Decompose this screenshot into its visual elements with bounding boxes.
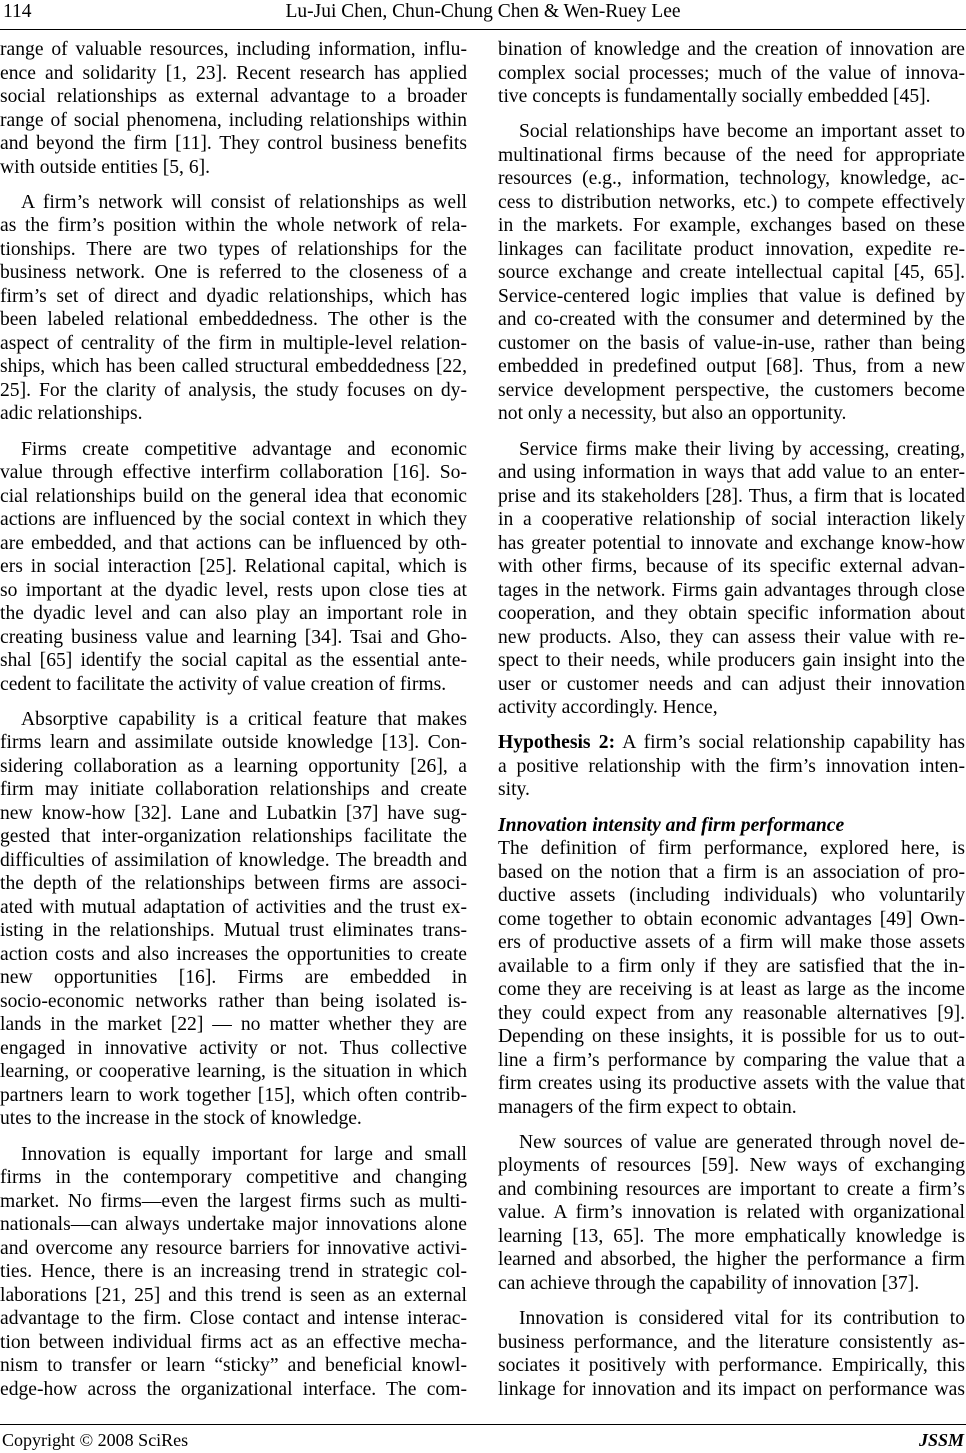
text-line: with other firms, because of its specific external advan- xyxy=(498,556,965,577)
text-line: ships, which has been called structural embeddedness [22, xyxy=(0,356,467,378)
text-line xyxy=(498,731,965,755)
journal-abbreviation: JSSM xyxy=(918,1430,964,1450)
text-line: action costs and also increases the opportunities to create xyxy=(0,943,467,965)
text-line: aspect of centrality of the firm in multiple-level relation- xyxy=(0,332,467,354)
text-line: socio-economic networks rather than being isolated is- xyxy=(0,990,467,1012)
text-line: learned and absorbed, the higher the performance a firm xyxy=(498,1249,965,1271)
text-line: business performance, and the literature consistently as- xyxy=(498,1331,965,1353)
text-line: source exchange and create intellectual capital [45, 65]. xyxy=(498,262,965,284)
text-line: with outside entities [5, 6]. xyxy=(0,156,211,178)
text-line: new products. Also, they can assess their value with re- xyxy=(498,626,965,648)
text-line: and combining resources are important to create a firm’s xyxy=(498,1178,965,1200)
text-line: learning, or cooperative learning, is the situation in which xyxy=(0,1061,467,1083)
text-line: has greater potential to innovate and exchange know-how xyxy=(498,532,965,554)
text-line: The definition of firm performance, explored here, is xyxy=(498,838,965,859)
hypothesis-label: Hypothesis 2: xyxy=(498,732,616,754)
text-line: as the firm’s position within the whole network of rela- xyxy=(0,215,467,237)
text-line: ductive assets (including individuals) who voluntarily xyxy=(498,885,965,906)
section-heading: Innovation intensity and firm performance xyxy=(498,814,845,836)
text-line: difficulties of assimilation of knowledge. The breadth and xyxy=(0,849,467,871)
text-line: social relationships as external advantage to a broader xyxy=(0,86,467,107)
text-line: firms in the contemporary competitive and changing xyxy=(0,1167,467,1188)
text-line: Depending on these insights, it is possible for us to out- xyxy=(498,1026,965,1047)
text-line: lands in the market [22] — no matter whether they are xyxy=(0,1014,467,1036)
text-line: so important at the dyadic level, rests upon close ties at xyxy=(0,579,467,601)
text-line: new know-how [32]. Lane and Lubatkin [37] have sug- xyxy=(0,802,467,824)
text-line: ated with mutual adaptation of activities and the trust ex- xyxy=(0,896,467,918)
text-line: range of social phenomena, including relationships within xyxy=(0,109,467,131)
text-line: partners learn to work together [15], which often contrib- xyxy=(0,1084,467,1106)
text-line: Innovation is equally important for large and small xyxy=(21,1143,467,1165)
paragraph xyxy=(498,120,965,426)
text-line: nism to transfer or learn “sticky” and beneficial knowl- xyxy=(0,1355,467,1376)
text-line: shal [65] identify the social capital as the essential ante- xyxy=(0,650,467,671)
text-line: creating business value and learning [34]. Tsai and Gho- xyxy=(0,626,467,648)
text-line: nationals—can always undertake major innovations alone xyxy=(0,1214,467,1235)
text-line: and overcome any resource barriers for innovative activi- xyxy=(0,1237,467,1259)
text-line: tages in the network. Firms gain advantages through close xyxy=(498,579,965,601)
text-line: they could expect from any reasonable alternatives [9]. xyxy=(498,1002,965,1024)
text-line: advantage to the firm. Close contact and intense interac- xyxy=(0,1308,467,1329)
paragraph xyxy=(498,38,965,109)
text-line: utes to the increase in the stock of knowledge. xyxy=(0,1108,362,1130)
text-line: adic relationships. xyxy=(0,403,143,425)
text-line: ence and solidarity [1, 23]. Recent research has applied xyxy=(0,62,467,84)
text-line: Service firms make their living by accessing, creating, xyxy=(519,438,965,460)
text-line: user or customer needs and can adjust their innovation xyxy=(498,673,965,695)
text-line: resources (e.g., information, technology, knowledge, ac- xyxy=(498,168,965,190)
text-line: value through effective interfirm collaboration [16]. So- xyxy=(0,462,467,483)
running-header xyxy=(0,0,966,24)
text-line: Absorptive capability is a critical feature that makes xyxy=(21,708,467,730)
text-line: complex social processes; much of the value of innova- xyxy=(498,62,965,84)
text-line: come they are receiving is at least as large as the income xyxy=(498,979,965,1000)
text-line: not only a necessity, but also an opportunity. xyxy=(498,403,847,425)
hypothesis-text: A firm’s social relationship capability has xyxy=(622,732,965,754)
text-line: been labeled relational embeddedness. The other is the xyxy=(0,309,467,331)
paragraph xyxy=(498,1131,965,1296)
text-line: range of valuable resources, including information, influ- xyxy=(0,39,467,60)
text-line: spect to their needs, while producers gain insight into the xyxy=(498,650,965,671)
text-line: ers of productive assets of a firm will make those assets xyxy=(498,932,965,953)
text-line: service development perspective, the customers become xyxy=(498,379,965,401)
running-header-authors: Lu-Jui Chen, Chun-Chung Chen & Wen-Ruey Lee xyxy=(285,1,681,22)
text-line: New sources of value are generated through novel de- xyxy=(519,1131,965,1153)
text-line: ployments of resources [59]. New ways of exchanging xyxy=(498,1155,965,1177)
text-line: sity. xyxy=(498,779,530,801)
text-line: A firm’s network will consist of relationships as well xyxy=(21,191,467,213)
text-line: ers in social interaction [25]. Relational capital, which is xyxy=(0,556,467,577)
text-line: firm may initiate collaboration relationships and create xyxy=(0,779,467,801)
text-line: Innovation is considered vital for its contribution to xyxy=(519,1308,965,1329)
text-line: activity accordingly. Hence, xyxy=(498,697,718,718)
paragraph xyxy=(0,191,467,426)
text-line: Social relationships have become an important asset to xyxy=(519,121,965,143)
text-line: Firms create competitive advantage and economic xyxy=(21,438,467,460)
footer-rule xyxy=(0,1424,966,1425)
paragraph xyxy=(498,438,965,720)
paragraph xyxy=(0,1143,467,1402)
text-line: are embedded, and that actions can be influenced by oth- xyxy=(0,532,467,554)
text-line: gested that inter-organization relationships facilitate the xyxy=(0,826,467,848)
text-line: available to a firm only if they are satisfied that the in- xyxy=(498,955,965,977)
text-line: bination of knowledge and the creation of innovation are xyxy=(498,39,965,60)
text-line: Service-centered logic implies that value is defined by xyxy=(498,285,965,307)
text-line: linkages can facilitate product innovation, expedite re- xyxy=(498,238,965,260)
text-line: learning [13, 65]. The more emphatically knowledge is xyxy=(498,1225,965,1247)
page-footer xyxy=(0,1430,966,1451)
paragraph xyxy=(0,438,467,697)
text-line: value. A firm’s innovation is related with organizational xyxy=(498,1202,965,1224)
text-line: cooperation, and they obtain specific information about xyxy=(498,603,965,624)
text-line: business network. One is referred to the closeness of a xyxy=(0,262,467,284)
paragraph xyxy=(498,1307,965,1401)
text-line: cess to distribution networks, etc.) to compete effectively xyxy=(498,191,965,213)
text-line: customer on the basis of value-in-use, rather than being xyxy=(498,332,965,354)
text-line: tive concepts is fundamentally socially embedded [45]. xyxy=(498,86,931,107)
left-column xyxy=(0,38,467,1401)
text-line: managers of the firm expect to obtain. xyxy=(498,1096,797,1118)
text-line: edge-how across the organizational interface. The com- xyxy=(0,1378,467,1400)
text-line: the depth of the relationships between firms are associ- xyxy=(0,873,467,895)
text-line: based on the notion that a firm is an association of pro- xyxy=(498,861,965,883)
text-line: isting in the relationships. Mutual trust eliminates trans- xyxy=(0,920,467,942)
text-line: prise and its stakeholders [28]. Thus, a firm that is located xyxy=(498,485,965,507)
paragraph xyxy=(0,708,467,1131)
text-line: and beyond the firm [11]. They control business benefits xyxy=(0,133,467,154)
paragraph xyxy=(0,38,467,179)
text-line: cial relationships build on the general idea that economic xyxy=(0,485,467,507)
text-line: cedent to facilitate the activity of value creation of firms. xyxy=(0,673,447,695)
text-line: can achieve through the capability of innovation [37]. xyxy=(498,1272,920,1294)
page-number: 114 xyxy=(3,1,32,22)
text-line: in a cooperative relationship of social interaction likely xyxy=(498,509,965,530)
text-line: in the markets. For example, exchanges based on these xyxy=(498,215,965,237)
text-line: linkage for innovation and its impact on performance was xyxy=(498,1378,965,1400)
header-rule xyxy=(0,29,966,30)
text-line: firm creates using its productive assets with the value that xyxy=(498,1073,965,1094)
text-line: laborations [21, 25] and this trend is seen as an external xyxy=(0,1284,467,1306)
text-line: sidering collaboration as a learning opportunity [26], a xyxy=(0,755,467,777)
text-line: actions are influenced by the social context in which they xyxy=(0,509,467,530)
paragraph xyxy=(498,731,965,802)
text-line: sociates it positively with performance. Empirically, this xyxy=(498,1355,965,1376)
text-line: tionships. There are two types of relationships for the xyxy=(0,238,467,260)
text-line: embedded in predefined output [68]. Thus, from a new xyxy=(498,356,965,378)
paragraph xyxy=(498,814,965,1120)
text-line: firm’s set of direct and dyadic relationships, which has xyxy=(0,285,467,307)
text-line: multinational firms because of the need for appropriate xyxy=(498,144,965,166)
copyright-notice: Copyright © 2008 SciRes xyxy=(2,1430,189,1450)
text-line: line a firm’s performance by comparing the value that a xyxy=(498,1049,965,1071)
text-line: come together to obtain economic advantages [49] Own- xyxy=(498,908,965,930)
text-line: engaged in innovative activity or not. Thus collective xyxy=(0,1037,467,1059)
text-line: the dyadic level and can also play an important role in xyxy=(0,603,467,624)
text-line: a positive relationship with the firm’s innovation inten- xyxy=(498,755,965,777)
text-line: and co-created with the consumer and determined by the xyxy=(498,309,965,331)
text-line: market. No firms—even the largest firms such as multi- xyxy=(0,1190,467,1212)
text-line: 25]. For the clarity of analysis, the study focuses on dy- xyxy=(0,379,467,401)
text-line: tion between individual firms act as an effective mecha- xyxy=(0,1331,467,1353)
text-line: firms learn and assimilate outside knowledge [13]. Con- xyxy=(0,732,467,754)
text-line: ties. Hence, there is an increasing trend in strategic col- xyxy=(0,1261,467,1282)
text-line: new opportunities [16]. Firms are embedded in xyxy=(0,967,467,989)
right-column xyxy=(498,38,965,1401)
text-line: and using information in ways that add value to an enter- xyxy=(498,462,965,483)
